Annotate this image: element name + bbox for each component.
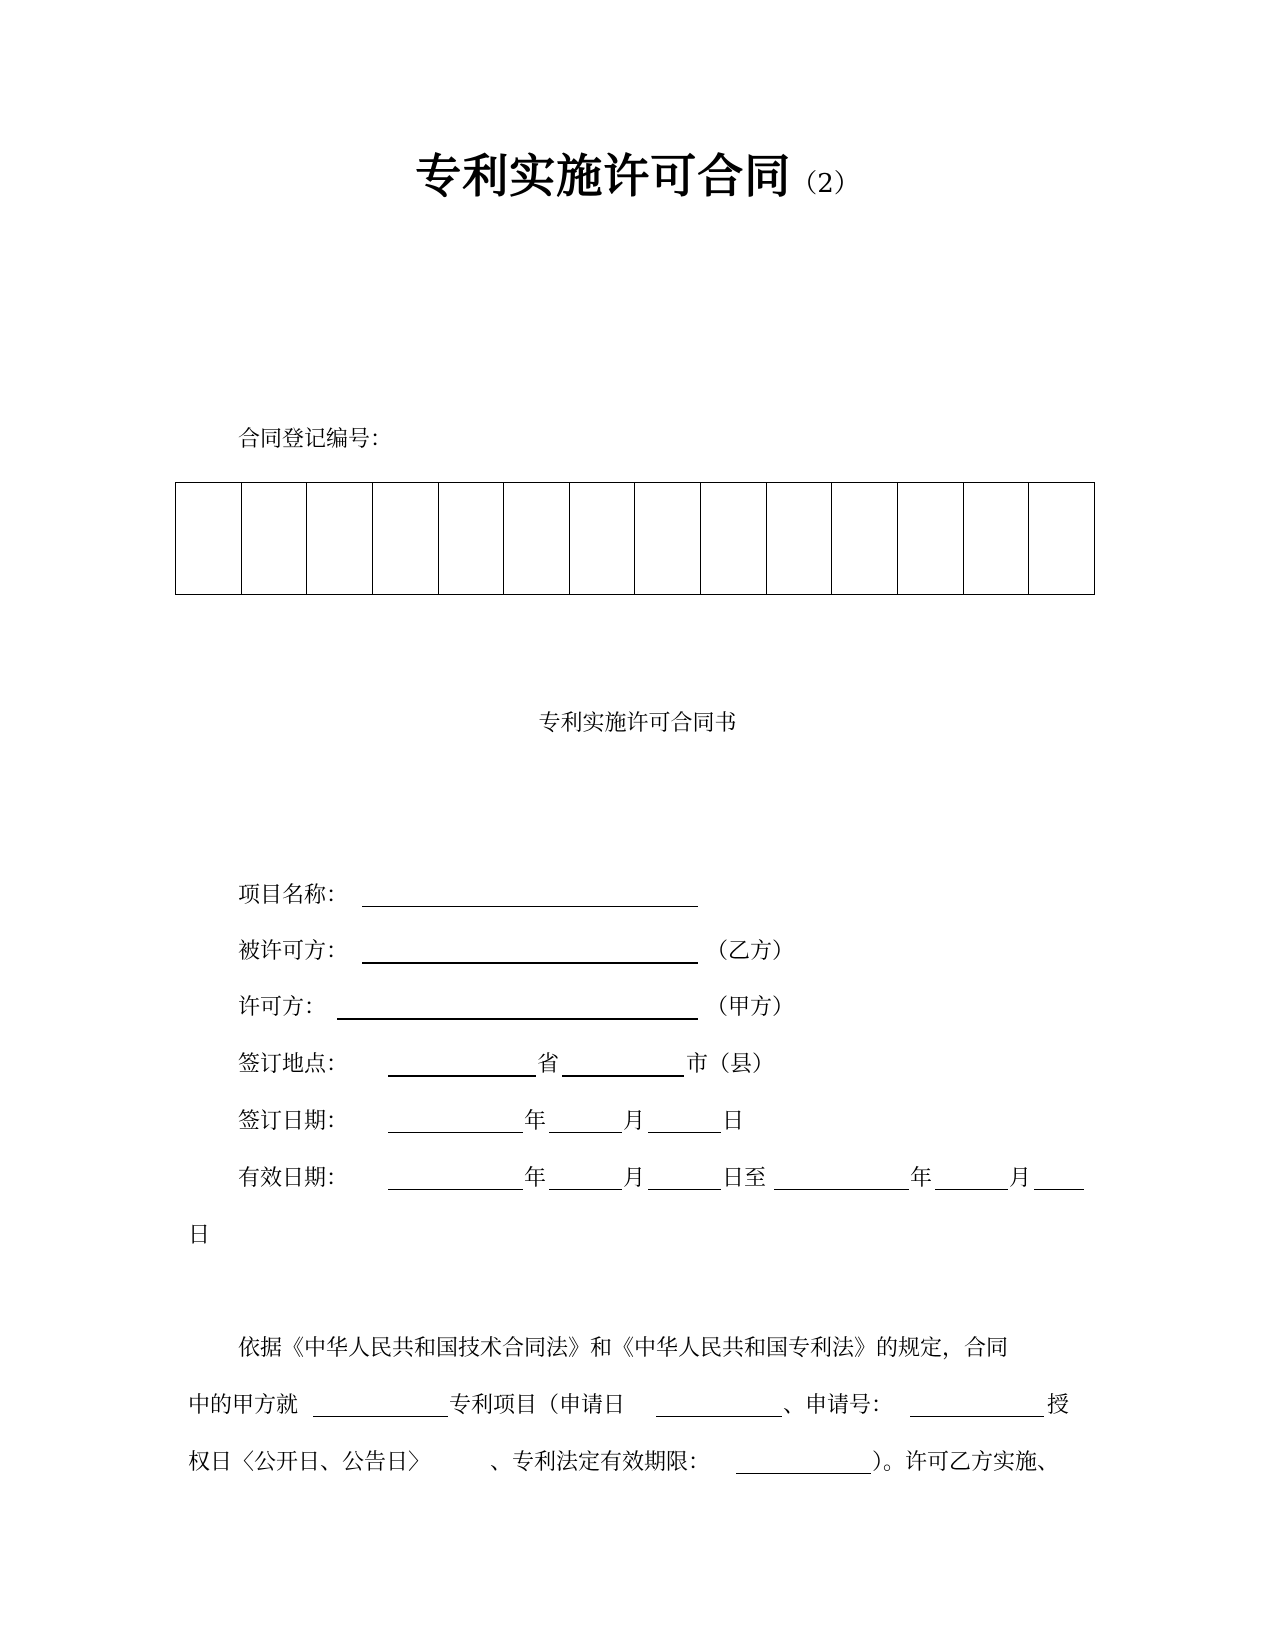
reg-cell[interactable] bbox=[241, 483, 307, 595]
sign-day-blank[interactable] bbox=[648, 1132, 721, 1133]
document-title bbox=[0, 146, 1275, 217]
body-line-3-b: 、专利法定有效期限： bbox=[490, 1450, 711, 1475]
reg-cell[interactable] bbox=[372, 483, 438, 595]
licensor-role: （甲方） bbox=[706, 995, 795, 1020]
application-date-blank[interactable] bbox=[656, 1416, 782, 1417]
licensee-role: （乙方） bbox=[706, 939, 795, 964]
title-suffix: （2） bbox=[791, 169, 860, 199]
sign-year-text: 年 bbox=[524, 1109, 547, 1134]
valid-day-to-text: 日至 bbox=[722, 1166, 767, 1191]
valid-end-year-text: 年 bbox=[910, 1166, 933, 1191]
project-name-blank[interactable] bbox=[362, 906, 698, 907]
title-main: 专利实施许可合同 bbox=[415, 149, 792, 203]
city-text: 市（县） bbox=[686, 1052, 775, 1077]
legal-validity-blank[interactable] bbox=[736, 1473, 871, 1474]
reg-cell[interactable] bbox=[832, 483, 898, 595]
valid-start-day-blank[interactable] bbox=[648, 1189, 721, 1190]
reg-cell[interactable] bbox=[504, 483, 570, 595]
licensor-blank[interactable] bbox=[337, 1018, 698, 1020]
valid-date-label: 有效日期： bbox=[238, 1166, 349, 1191]
reg-cell[interactable] bbox=[569, 483, 635, 595]
body-line-3-c: ）。许可乙方实施、 bbox=[872, 1450, 1060, 1475]
reg-cell[interactable] bbox=[898, 483, 964, 595]
licensor-label: 许可方： bbox=[238, 995, 327, 1020]
body-line-1: 依据《中华人民共和国技术合同法》和《中华人民共和国专利法》的规定，合同 bbox=[238, 1336, 1009, 1361]
sign-day-text: 日 bbox=[722, 1109, 745, 1134]
body-line-2-b: 专利项目（申请日 bbox=[449, 1393, 626, 1418]
reg-cell[interactable] bbox=[1029, 483, 1095, 595]
licensee-blank[interactable] bbox=[362, 962, 698, 964]
sign-date-label: 签订日期： bbox=[238, 1109, 349, 1134]
valid-start-month-blank[interactable] bbox=[549, 1189, 622, 1190]
reg-cell[interactable] bbox=[176, 483, 242, 595]
sign-month-text: 月 bbox=[623, 1109, 646, 1134]
registration-label: 合同登记编号： bbox=[238, 427, 393, 452]
contract-subtitle: 专利实施许可合同书 bbox=[538, 711, 737, 736]
province-blank[interactable] bbox=[388, 1075, 536, 1077]
body-line-2-d: 授 bbox=[1047, 1393, 1070, 1418]
sign-month-blank[interactable] bbox=[549, 1132, 622, 1133]
valid-end-day-text: 日 bbox=[188, 1223, 211, 1248]
sign-place-label: 签订地点： bbox=[238, 1052, 349, 1077]
valid-end-month-blank[interactable] bbox=[935, 1189, 1008, 1190]
body-line-3-a: 权日〈公开日、公告日〉 bbox=[188, 1450, 431, 1475]
valid-start-year-text: 年 bbox=[524, 1166, 547, 1191]
patent-project-blank[interactable] bbox=[313, 1416, 448, 1417]
reg-cell[interactable] bbox=[766, 483, 832, 595]
reg-cell[interactable] bbox=[438, 483, 504, 595]
sign-year-blank[interactable] bbox=[388, 1132, 523, 1133]
reg-cell[interactable] bbox=[307, 483, 373, 595]
valid-end-day-blank[interactable] bbox=[1034, 1189, 1084, 1190]
body-line-2-a: 中的甲方就 bbox=[188, 1393, 299, 1418]
reg-cell[interactable] bbox=[635, 483, 701, 595]
city-blank[interactable] bbox=[562, 1075, 684, 1077]
registration-number-grid bbox=[175, 482, 1095, 595]
application-number-blank[interactable] bbox=[910, 1416, 1044, 1417]
reg-cell[interactable] bbox=[963, 483, 1029, 595]
province-text: 省 bbox=[537, 1052, 560, 1077]
valid-start-year-blank[interactable] bbox=[388, 1189, 523, 1190]
valid-end-year-blank[interactable] bbox=[774, 1189, 909, 1190]
licensee-label: 被许可方： bbox=[238, 939, 349, 964]
reg-cell[interactable] bbox=[701, 483, 767, 595]
valid-start-month-text: 月 bbox=[623, 1166, 646, 1191]
body-line-2-c: 、申请号： bbox=[783, 1393, 894, 1418]
valid-end-month-text: 月 bbox=[1009, 1166, 1032, 1191]
project-name-label: 项目名称： bbox=[238, 883, 349, 908]
